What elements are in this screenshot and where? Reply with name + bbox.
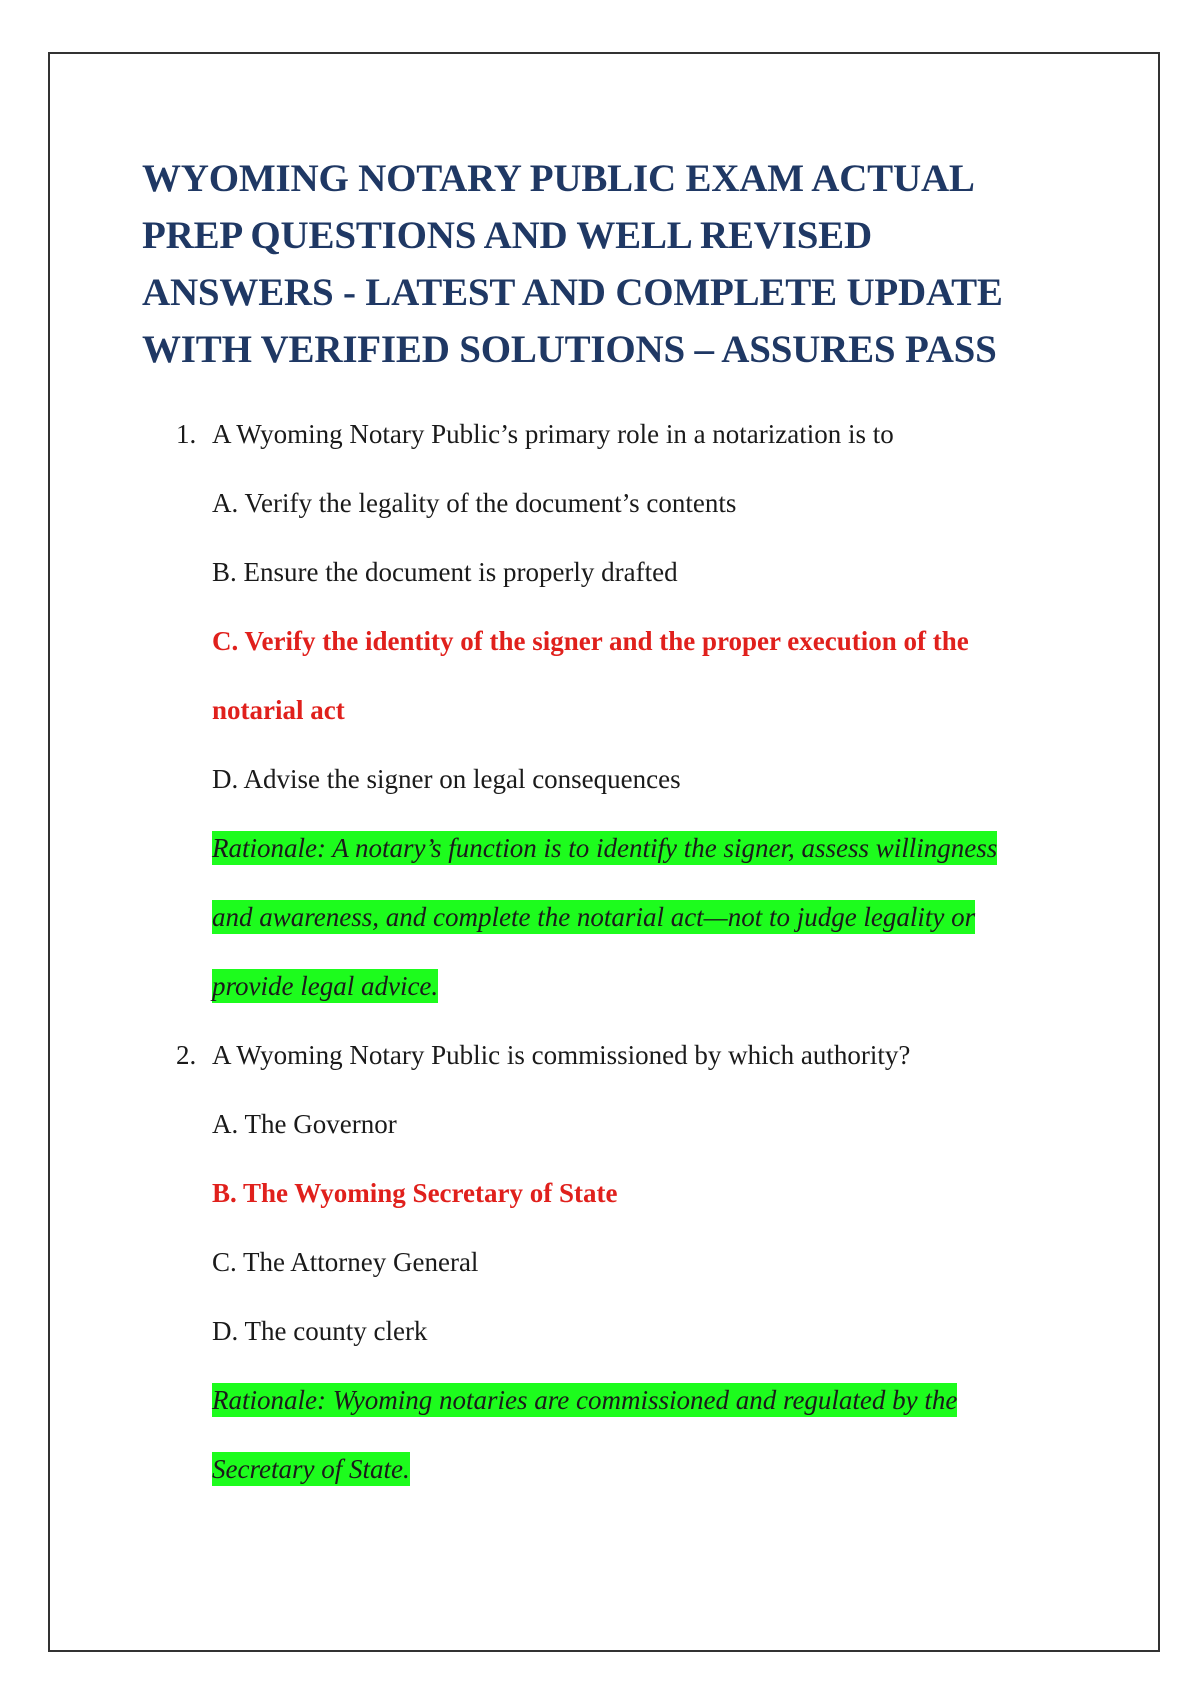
question-list <box>142 400 1062 1504</box>
answer-option-c-correct: C. Verify the identity of the signer and the proper execution of the notarial act <box>212 626 969 725</box>
question-text: A Wyoming Notary Public is commissioned by which authority? <box>212 1040 911 1070</box>
rationale <box>142 814 1032 1021</box>
question-stem <box>142 1021 1062 1090</box>
question-2 <box>142 1021 1062 1504</box>
document-title: WYOMING NOTARY PUBLIC EXAM ACTUAL PREP QUESTIONS AND WELL REVISED ANSWERS - LATEST AND COMPLETE UPDATE WITH VERIFIED SOLUTIONS – ASSURES PASS <box>142 157 1003 371</box>
rationale-text: Rationale: Wyoming notaries are commissioned and regulated by the Secretary of State. <box>212 1385 958 1484</box>
answer-option-c: C. The Attorney General <box>212 1247 479 1277</box>
question-stem <box>142 400 1062 469</box>
answer-option-a: A. Verify the legality of the document’s contents <box>212 488 737 518</box>
answer-option-b-correct: B. The Wyoming Secretary of State <box>212 1178 618 1208</box>
question-text: A Wyoming Notary Public’s primary role in a notarization is to <box>212 419 894 449</box>
rationale <box>142 1366 1032 1504</box>
answer-option-b: B. Ensure the document is properly drafted <box>212 557 678 587</box>
answer-option-a: A. The Governor <box>212 1109 397 1139</box>
question-1 <box>142 400 1062 1021</box>
answer-option-d: D. The county clerk <box>212 1316 428 1346</box>
rationale-text: Rationale: A notary’s function is to identify the signer, assess willingness and awareness, and complete the notarial act—not to judge legality or provide legal advice. <box>212 833 998 1001</box>
question-number: 2. <box>176 1040 197 1070</box>
question-number: 1. <box>176 419 197 449</box>
answer-option-d: D. Advise the signer on legal consequences <box>212 764 681 794</box>
